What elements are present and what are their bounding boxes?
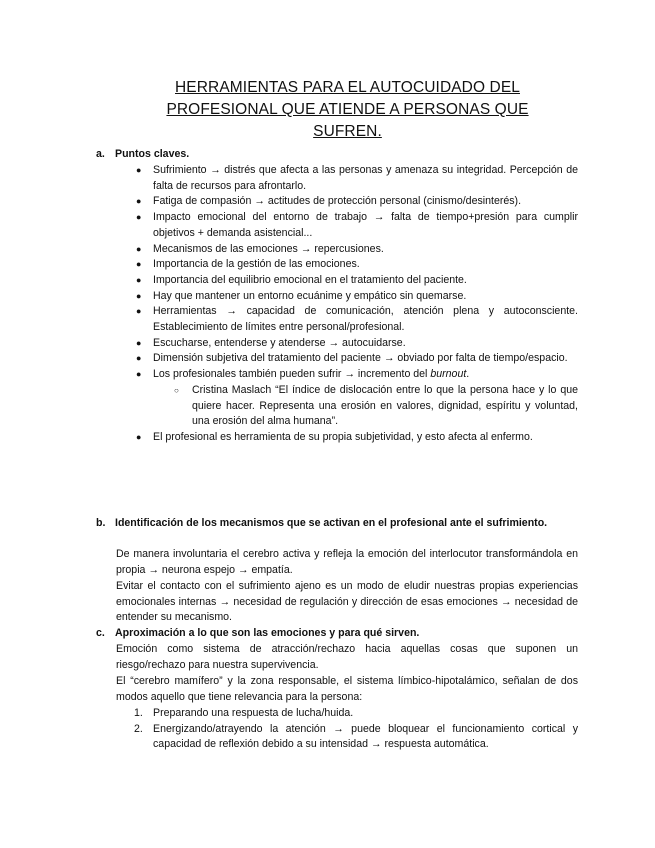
list-item: ● Hay que mantener un entorno ecuánime y empático sin quemarse.	[0, 289, 578, 305]
burnout-term: burnout	[430, 368, 467, 381]
list-item-burnout: ● Los profesionales también pueden sufrir → incremento del burnout.	[0, 367, 578, 383]
list-item: ● Importancia de la gestión de las emociones.	[0, 257, 578, 273]
bullet-icon: ●	[136, 369, 142, 380]
bullet-icon: ●	[136, 337, 142, 348]
section-b-paragraph-1: De manera involuntaria el cerebro activa y refleja la emoción del interlocutor transformándola en propia → neurona espejo → empatía.	[116, 548, 578, 576]
list-item: ● Sufrimiento → distrés que afecta a las personas y amenaza su integridad. Percepción de falta de recursos para afrontarlo.	[136, 164, 578, 192]
section-c-label: c.	[96, 627, 105, 639]
list-item: ● El profesional es herramienta de su propia subjetividad, y esto afecta al enfermo.	[0, 430, 578, 446]
list-item: ● Herramientas → capacidad de comunicación, atención plena y autoconsciente. Establecimiento de límites entre personal/profesional.	[136, 305, 578, 334]
bullet-icon: ●	[136, 306, 142, 317]
numbered-item: 1. Preparando una respuesta de lucha/huida.	[134, 707, 354, 719]
bullet-icon: ●	[136, 196, 142, 207]
bullet-icon: ●	[136, 165, 142, 175]
list-item: ● Importancia del equilibrio emocional en el tratamiento del paciente.	[0, 273, 578, 289]
section-a-label: a.	[96, 148, 105, 160]
bullet-icon: ●	[136, 259, 142, 270]
section-c-heading	[96, 626, 419, 642]
section-b-heading	[96, 516, 578, 532]
section-b-paragraph-2: Evitar el contacto con el sufrimiento ajeno es un modo de eludir nuestras propias experiencias emocionales internas → necesidad de regulación y dirección de esas emociones → necesidad de entender su mecanismo.	[116, 580, 578, 624]
section-c-numbered-list	[0, 706, 655, 753]
section-a-bullet-list	[0, 163, 655, 446]
list-item: ● Mecanismos de las emociones → repercusiones.	[0, 242, 578, 258]
circle-bullet-icon: ○	[174, 385, 179, 395]
section-c-paragraph-2: El “cerebro mamífero” y la zona responsable, el sistema límbico-hipotalámico, señalan de dos modos aquello que tiene relevancia para la persona:	[116, 675, 578, 703]
title-line-2: PROFESIONAL QUE ATIENDE A PERSONAS QUE	[166, 101, 529, 118]
section-b-title: Identificación de los mecanismos que se activan en el profesional ante el sufrimiento.	[115, 517, 548, 529]
bullet-icon: ●	[136, 431, 142, 442]
bullet-icon: ●	[136, 274, 142, 285]
title-line-3: SUFREN.	[313, 123, 382, 140]
numbered-item: 2. Energizando/atrayendo la atención → puede bloquear el funcionamiento cortical y capacidad de reflexión debido a su intensidad → respuesta automática.	[134, 722, 578, 751]
bullet-icon: ●	[136, 290, 142, 301]
bullet-icon: ●	[136, 243, 142, 254]
list-item: ● Impacto emocional del entorno de trabajo → falta de tiempo+presión para cumplir objetivos + demanda asistencial...	[136, 211, 578, 239]
title-line-1: HERRAMIENTAS PARA EL AUTOCUIDADO DEL	[175, 79, 520, 96]
page-title	[120, 77, 575, 143]
bullet-icon: ●	[136, 353, 142, 364]
section-a-title: Puntos claves.	[115, 148, 190, 160]
section-a-heading	[96, 147, 189, 163]
bullet-icon: ●	[136, 212, 142, 223]
sub-list-item: ○ Cristina Maslach “El índice de dislocación entre lo que la persona hace y lo que quiere hacer. Representa una erosión en valores, dignidad, espíritu y voluntad, una erosión del alma humana”.	[174, 383, 578, 428]
section-c-title: Aproximación a lo que son las emociones y para qué sirven.	[115, 627, 420, 639]
list-item: ● Escucharse, entenderse y atenderse → autocuidarse.	[0, 336, 578, 352]
list-item: ● Fatiga de compasión → actitudes de protección personal (cinismo/desinterés).	[0, 194, 578, 210]
list-item: ● Dimensión subjetiva del tratamiento del paciente → obviado por falta de tiempo/espacio.	[0, 351, 578, 367]
section-c-paragraph-1: Emoción como sistema de atracción/rechazo hacia aquellas cosas que suponen un riesgo/rechazo para nuestra supervivencia.	[116, 643, 578, 671]
section-b-label: b.	[96, 517, 106, 529]
